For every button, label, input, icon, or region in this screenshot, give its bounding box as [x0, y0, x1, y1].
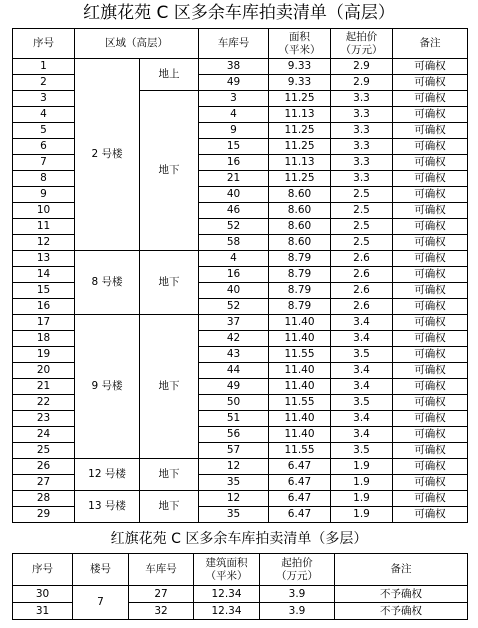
serial-number-cell: 3: [13, 91, 75, 107]
garage-number-cell: 9: [199, 123, 269, 139]
remark-cell: 可确权: [393, 443, 468, 459]
remark-cell: 可确权: [393, 187, 468, 203]
area-cell: 11.40: [269, 331, 331, 347]
table-row: [13, 459, 468, 475]
starting-price-cell: 2.5: [331, 235, 393, 251]
garage-number-cell: 32: [129, 603, 194, 620]
garage-number-cell: 51: [199, 411, 269, 427]
highrise-table-body: [13, 59, 468, 523]
garage-number-cell: 50: [199, 395, 269, 411]
area-cell: 11.25: [269, 139, 331, 155]
serial-number-cell: 29: [13, 507, 75, 523]
starting-price-cell: 3.3: [331, 155, 393, 171]
serial-number-cell: 14: [13, 267, 75, 283]
remark-cell: 可确权: [393, 235, 468, 251]
area-cell: 8.79: [269, 283, 331, 299]
garage-number-cell: 58: [199, 235, 269, 251]
area-cell: 11.55: [269, 443, 331, 459]
garage-number-cell: 40: [199, 187, 269, 203]
area-cell: 8.79: [269, 267, 331, 283]
garage-number-cell: 4: [199, 107, 269, 123]
serial-number-cell: 12: [13, 235, 75, 251]
remark-cell: 可确权: [393, 315, 468, 331]
serial-number-cell: 21: [13, 379, 75, 395]
starting-price-cell: 1.9: [331, 475, 393, 491]
garage-number-cell: 12: [199, 459, 269, 475]
area-cell: 8.79: [269, 251, 331, 267]
area-cell: 11.40: [269, 411, 331, 427]
remark-cell: 可确权: [393, 203, 468, 219]
remark-cell: 不予确权: [335, 603, 468, 620]
multistory-garage-table: [12, 553, 468, 620]
page-title-highrise: 红旗花苑 C 区多余车库拍卖清单（高层）: [83, 3, 395, 23]
header-building-number: 楼号: [73, 554, 129, 586]
starting-price-cell: 2.6: [331, 283, 393, 299]
starting-price-cell: 3.5: [331, 395, 393, 411]
serial-number-cell: 26: [13, 459, 75, 475]
location-cell: 地下: [140, 491, 199, 523]
area-cell: 11.25: [269, 123, 331, 139]
header-area: [269, 29, 331, 59]
starting-price-cell: 3.3: [331, 171, 393, 187]
area-cell: 11.40: [269, 427, 331, 443]
garage-number-cell: 21: [199, 171, 269, 187]
serial-number-cell: 20: [13, 363, 75, 379]
serial-number-cell: 13: [13, 251, 75, 267]
garage-number-cell: 38: [199, 59, 269, 75]
starting-price-cell: 3.5: [331, 347, 393, 363]
starting-price-cell: 2.6: [331, 299, 393, 315]
remark-cell: 可确权: [393, 299, 468, 315]
serial-number-cell: 10: [13, 203, 75, 219]
area-cell: 11.25: [269, 91, 331, 107]
garage-number-cell: 49: [199, 75, 269, 91]
area-cell: 11.55: [269, 395, 331, 411]
area-cell: 11.25: [269, 171, 331, 187]
multistory-table-body: [13, 586, 468, 620]
garage-number-cell: 16: [199, 155, 269, 171]
starting-price-cell: 3.4: [331, 363, 393, 379]
remark-cell: 可确权: [393, 347, 468, 363]
serial-number-cell: 31: [13, 603, 73, 620]
header-price-label: 起拍价: [345, 30, 378, 43]
garage-number-cell: 4: [199, 251, 269, 267]
area-cell: 11.40: [269, 379, 331, 395]
table-header-row: [13, 554, 468, 586]
remark-cell: 不予确权: [335, 586, 468, 603]
building-cell: 8 号楼: [75, 251, 140, 315]
building-cell: 12 号楼: [75, 459, 140, 491]
serial-number-cell: 2: [13, 75, 75, 91]
serial-number-cell: 11: [13, 219, 75, 235]
area-cell: 11.55: [269, 347, 331, 363]
highrise-garage-table: [12, 28, 468, 523]
remark-cell: 可确权: [393, 155, 468, 171]
table-row: [13, 315, 468, 331]
garage-number-cell: 57: [199, 443, 269, 459]
remark-cell: 可确权: [393, 107, 468, 123]
serial-number-cell: 24: [13, 427, 75, 443]
area-cell: 6.47: [269, 475, 331, 491]
remark-cell: 可确权: [393, 331, 468, 347]
garage-number-cell: 15: [199, 139, 269, 155]
starting-price-cell: 3.3: [331, 123, 393, 139]
garage-number-cell: 40: [199, 283, 269, 299]
floor-area-cell: 12.34: [194, 586, 260, 603]
header-region: 区域（高层）: [75, 29, 199, 59]
header-starting-price: [260, 554, 335, 586]
garage-number-cell: 49: [199, 379, 269, 395]
serial-number-cell: 5: [13, 123, 75, 139]
serial-number-cell: 27: [13, 475, 75, 491]
header-serial-number: 序号: [13, 554, 73, 586]
header-price-unit: （万元）: [340, 43, 383, 56]
garage-number-cell: 56: [199, 427, 269, 443]
header-floor-area: [194, 554, 260, 586]
starting-price-cell: 3.3: [331, 91, 393, 107]
location-cell: 地上: [140, 59, 199, 91]
page-title-multistory: 红旗花苑 C 区多余车库拍卖清单（多层）: [110, 531, 368, 547]
remark-cell: 可确权: [393, 123, 468, 139]
header-area-unit: （平米）: [205, 569, 248, 582]
starting-price-cell: 3.4: [331, 411, 393, 427]
building-cell: 2 号楼: [75, 59, 140, 251]
garage-number-cell: 3: [199, 91, 269, 107]
starting-price-cell: 3.4: [331, 427, 393, 443]
area-cell: 6.47: [269, 491, 331, 507]
starting-price-cell: 2.6: [331, 251, 393, 267]
floor-area-cell: 12.34: [194, 603, 260, 620]
remark-cell: 可确权: [393, 395, 468, 411]
area-cell: 6.47: [269, 459, 331, 475]
serial-number-cell: 15: [13, 283, 75, 299]
area-cell: 8.79: [269, 299, 331, 315]
table-row: [13, 59, 468, 75]
garage-number-cell: 37: [199, 315, 269, 331]
serial-number-cell: 6: [13, 139, 75, 155]
remark-cell: 可确权: [393, 379, 468, 395]
table-row: [13, 251, 468, 267]
area-cell: 11.13: [269, 107, 331, 123]
remark-cell: 可确权: [393, 475, 468, 491]
header-remark: 备注: [335, 554, 468, 586]
remark-cell: 可确权: [393, 251, 468, 267]
garage-number-cell: 35: [199, 507, 269, 523]
remark-cell: 可确权: [393, 459, 468, 475]
serial-number-cell: 22: [13, 395, 75, 411]
garage-number-cell: 43: [199, 347, 269, 363]
garage-number-cell: 46: [199, 203, 269, 219]
garage-number-cell: 27: [129, 586, 194, 603]
remark-cell: 可确权: [393, 75, 468, 91]
area-cell: 8.60: [269, 187, 331, 203]
starting-price-cell: 3.5: [331, 443, 393, 459]
location-cell: 地下: [140, 251, 199, 315]
area-cell: 8.60: [269, 219, 331, 235]
building-cell: 9 号楼: [75, 315, 140, 459]
location-cell: 地下: [140, 91, 199, 251]
location-cell: 地下: [140, 459, 199, 491]
header-garage-number: 车库号: [129, 554, 194, 586]
starting-price-cell: 2.9: [331, 75, 393, 91]
serial-number-cell: 8: [13, 171, 75, 187]
remark-cell: 可确权: [393, 171, 468, 187]
table-header-row: [13, 29, 468, 59]
garage-number-cell: 16: [199, 267, 269, 283]
starting-price-cell: 3.9: [260, 586, 335, 603]
header-price-unit: （万元）: [276, 569, 318, 582]
header-garage-number: 车库号: [199, 29, 269, 59]
remark-cell: 可确权: [393, 267, 468, 283]
starting-price-cell: 1.9: [331, 459, 393, 475]
remark-cell: 可确权: [393, 91, 468, 107]
header-area-unit: （平米）: [278, 43, 321, 56]
starting-price-cell: 3.4: [331, 331, 393, 347]
remark-cell: 可确权: [393, 219, 468, 235]
remark-cell: 可确权: [393, 411, 468, 427]
area-cell: 11.13: [269, 155, 331, 171]
garage-number-cell: 35: [199, 475, 269, 491]
remark-cell: 可确权: [393, 283, 468, 299]
starting-price-cell: 1.9: [331, 491, 393, 507]
header-price-label: 起拍价: [281, 556, 313, 569]
starting-price-cell: 1.9: [331, 507, 393, 523]
serial-number-cell: 30: [13, 586, 73, 603]
starting-price-cell: 3.9: [260, 603, 335, 620]
remark-cell: 可确权: [393, 363, 468, 379]
garage-number-cell: 52: [199, 219, 269, 235]
starting-price-cell: 2.6: [331, 267, 393, 283]
area-cell: 8.60: [269, 203, 331, 219]
starting-price-cell: 2.5: [331, 203, 393, 219]
remark-cell: 可确权: [393, 139, 468, 155]
remark-cell: 可确权: [393, 427, 468, 443]
building-number-cell: 7: [73, 586, 129, 620]
starting-price-cell: 3.4: [331, 379, 393, 395]
garage-number-cell: 12: [199, 491, 269, 507]
starting-price-cell: 2.5: [331, 219, 393, 235]
serial-number-cell: 25: [13, 443, 75, 459]
serial-number-cell: 9: [13, 187, 75, 203]
serial-number-cell: 18: [13, 331, 75, 347]
area-cell: 6.47: [269, 507, 331, 523]
area-cell: 9.33: [269, 75, 331, 91]
garage-number-cell: 52: [199, 299, 269, 315]
area-cell: 11.40: [269, 363, 331, 379]
table-row: [13, 491, 468, 507]
serial-number-cell: 23: [13, 411, 75, 427]
serial-number-cell: 17: [13, 315, 75, 331]
remark-cell: 可确权: [393, 491, 468, 507]
garage-number-cell: 44: [199, 363, 269, 379]
starting-price-cell: 3.3: [331, 139, 393, 155]
remark-cell: 可确权: [393, 59, 468, 75]
serial-number-cell: 4: [13, 107, 75, 123]
starting-price-cell: 2.9: [331, 59, 393, 75]
serial-number-cell: 16: [13, 299, 75, 315]
starting-price-cell: 2.5: [331, 187, 393, 203]
header-serial-number: 序号: [13, 29, 75, 59]
area-cell: 11.40: [269, 315, 331, 331]
table-row: [13, 586, 468, 603]
location-cell: 地下: [140, 315, 199, 459]
header-starting-price: [331, 29, 393, 59]
building-cell: 13 号楼: [75, 491, 140, 523]
header-remark: 备注: [393, 29, 468, 59]
remark-cell: 可确权: [393, 507, 468, 523]
header-area-label: 建筑面积: [205, 556, 248, 569]
header-area-label: 面积: [289, 30, 310, 43]
garage-number-cell: 42: [199, 331, 269, 347]
starting-price-cell: 3.4: [331, 315, 393, 331]
serial-number-cell: 1: [13, 59, 75, 75]
area-cell: 9.33: [269, 59, 331, 75]
serial-number-cell: 7: [13, 155, 75, 171]
starting-price-cell: 3.3: [331, 107, 393, 123]
area-cell: 8.60: [269, 235, 331, 251]
serial-number-cell: 19: [13, 347, 75, 363]
serial-number-cell: 28: [13, 491, 75, 507]
